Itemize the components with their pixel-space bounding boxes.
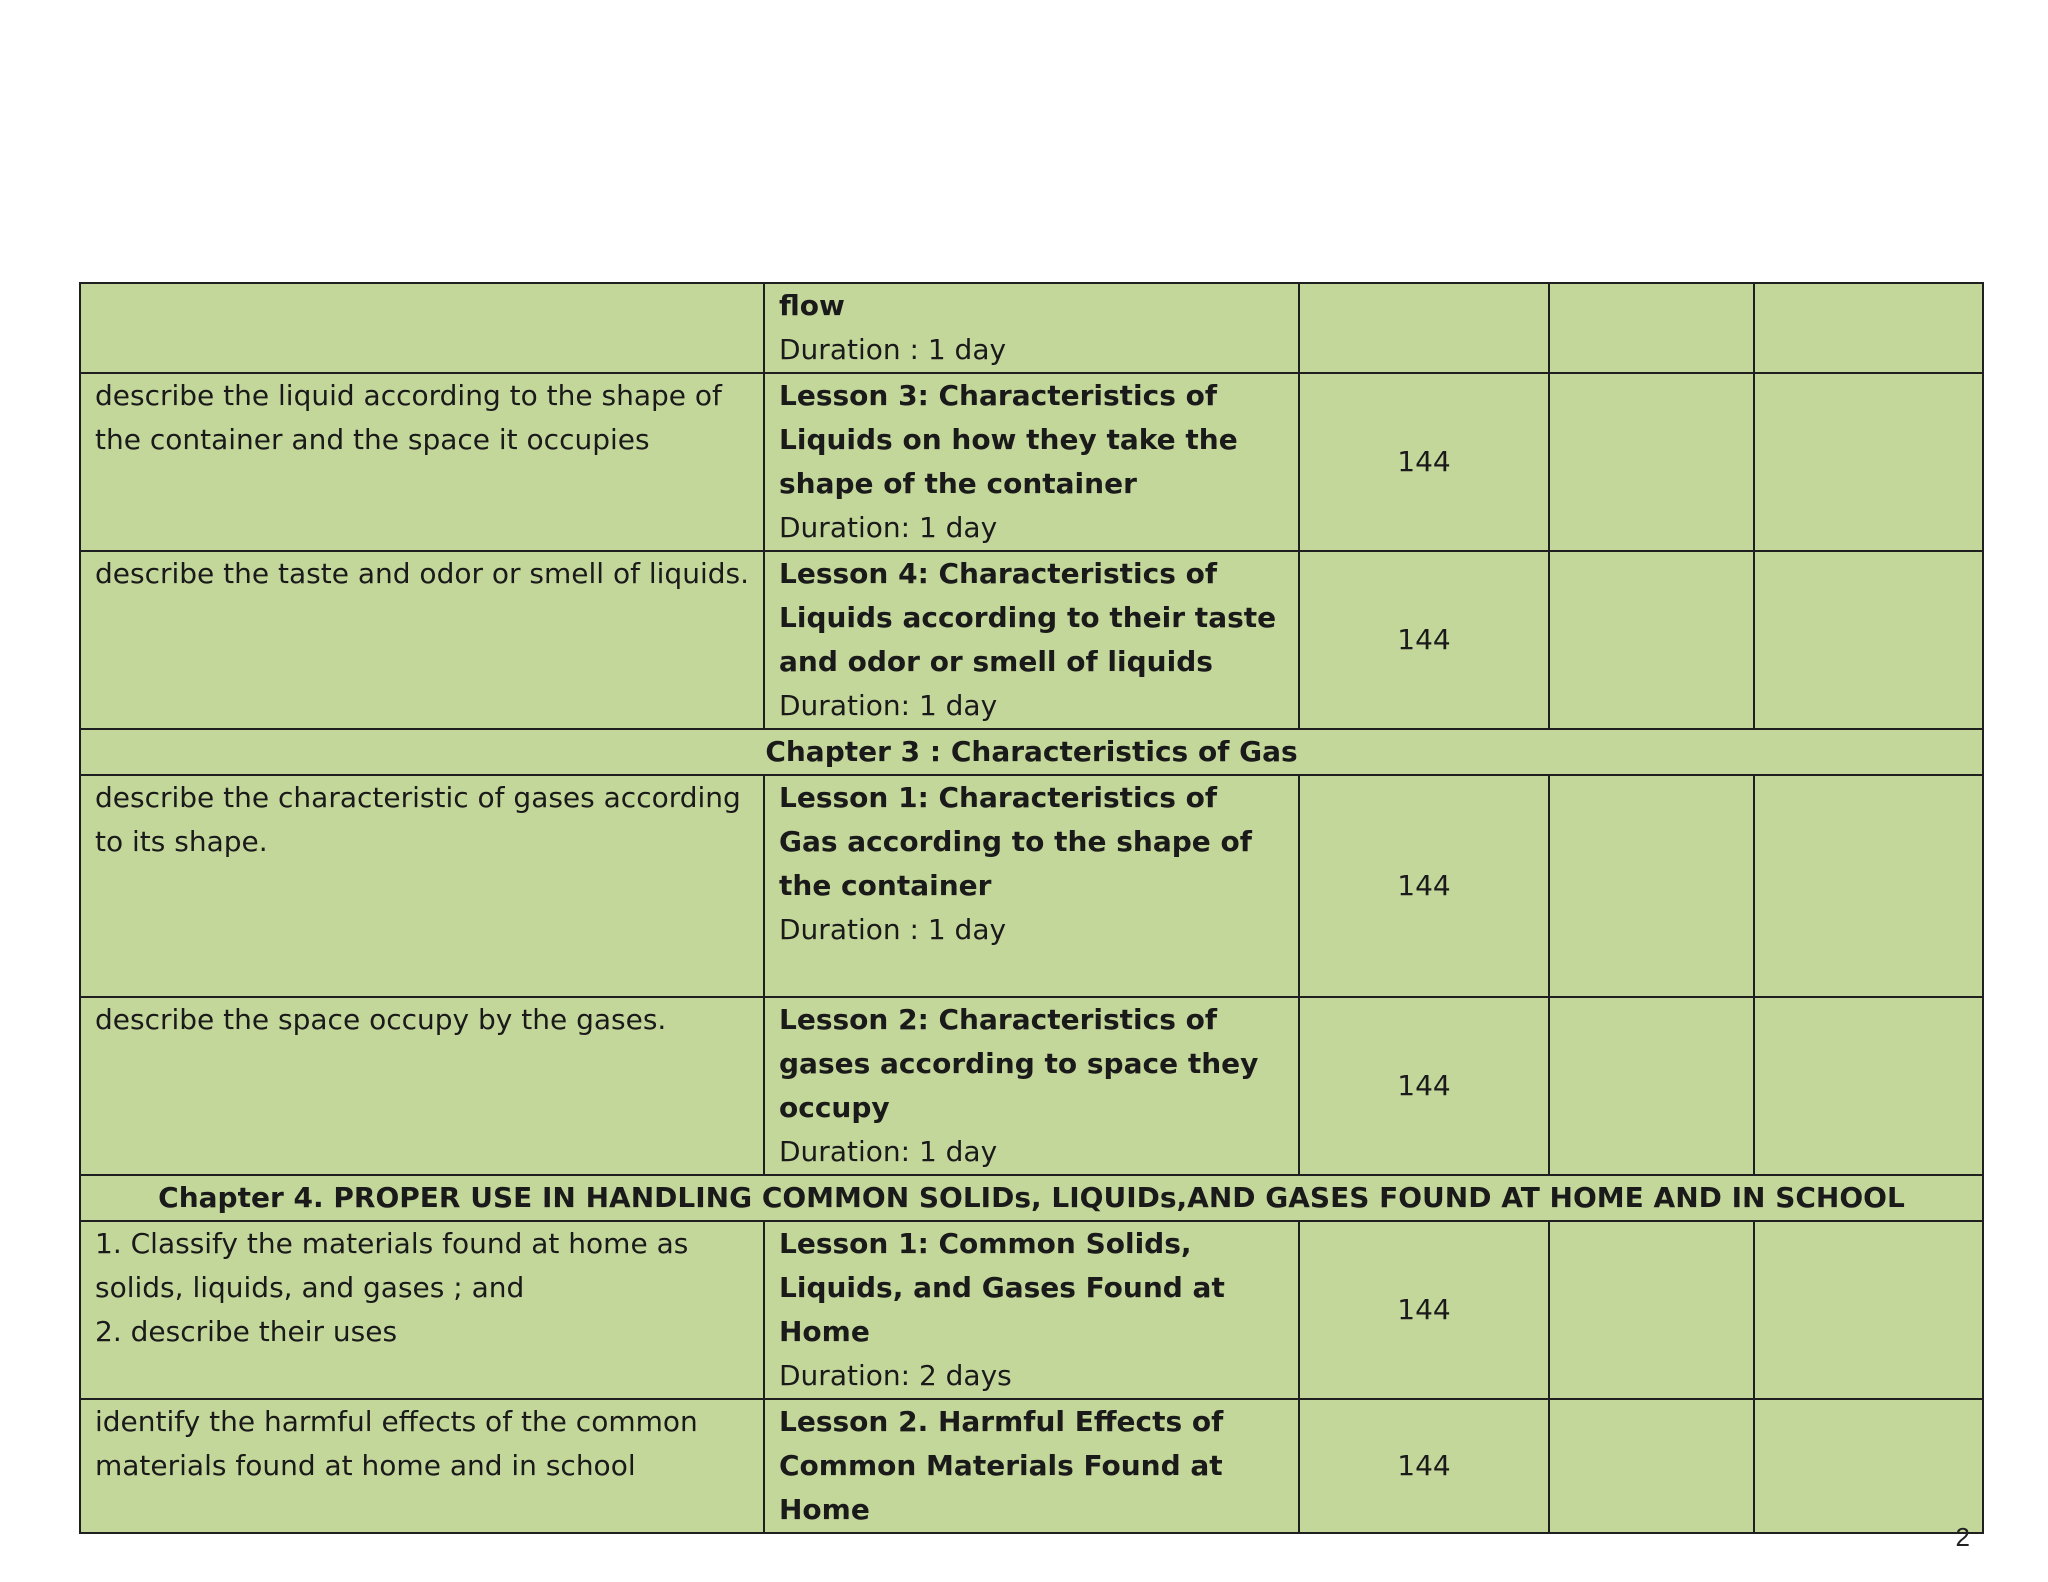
empty-cell <box>1549 1221 1754 1399</box>
lesson-cell <box>764 997 1299 1175</box>
lesson-duration: Duration: 2 days <box>779 1359 1012 1392</box>
page-reference: 144 <box>1397 869 1451 902</box>
empty-cell <box>1754 551 1983 729</box>
empty-cell <box>1549 283 1754 373</box>
lesson-title: Lesson 1: Common Solids, Liquids, and Gases Found at Home <box>779 1227 1225 1348</box>
empty-cell <box>1549 775 1754 997</box>
competency-cell <box>80 775 764 997</box>
empty-cell <box>1549 1399 1754 1533</box>
table-row <box>80 775 1983 997</box>
lesson-cell <box>764 283 1299 373</box>
table-row <box>80 1221 1983 1399</box>
page-reference: 144 <box>1397 1293 1451 1326</box>
page-cell <box>1299 1221 1549 1399</box>
competency-cell <box>80 1221 764 1399</box>
lesson-cell <box>764 373 1299 551</box>
competency-cell <box>80 997 764 1175</box>
chapter-row <box>80 729 1983 775</box>
page-cell <box>1299 1399 1549 1533</box>
table-row <box>80 373 1983 551</box>
page-reference: 144 <box>1397 1069 1451 1102</box>
page-reference: 144 <box>1397 445 1451 478</box>
lesson-duration: Duration: 1 day <box>779 511 998 544</box>
competency-cell <box>80 551 764 729</box>
page-cell <box>1299 775 1549 997</box>
lesson-title: Lesson 2: Characteristics of gases according to space they occupy <box>779 1003 1259 1124</box>
page-number: 2 <box>1955 1522 1970 1552</box>
table-row <box>80 283 1983 373</box>
lesson-title: Lesson 1: Characteristics of Gas according to the shape of the container <box>779 781 1252 902</box>
chapter-heading: Chapter 4. PROPER USE IN HANDLING COMMON SOLIDs, LIQUIDs,AND GASES FOUND AT HOME AND IN SCHOOL <box>80 1175 1983 1221</box>
page-cell <box>1299 373 1549 551</box>
lesson-cell <box>764 551 1299 729</box>
competency-text: describe the characteristic of gases according to its shape. <box>95 781 741 858</box>
page-reference: 144 <box>1397 623 1451 656</box>
chapter-row <box>80 1175 1983 1221</box>
empty-cell <box>1549 551 1754 729</box>
lesson-cell <box>764 1221 1299 1399</box>
page-cell <box>1299 283 1549 373</box>
lesson-duration: Duration : 1 day <box>779 913 1007 946</box>
lesson-title: Lesson 4: Characteristics of Liquids according to their taste and odor or smell of liquids <box>779 557 1277 678</box>
empty-cell <box>1549 373 1754 551</box>
empty-cell <box>1754 373 1983 551</box>
lesson-duration: Duration : 1 day <box>779 333 1007 366</box>
competency-text: identify the harmful effects of the common materials found at home and in school <box>95 1405 698 1482</box>
table-row <box>80 997 1983 1175</box>
competency-cell <box>80 373 764 551</box>
lesson-title: Lesson 2. Harmful Effects of Common Materials Found at Home <box>779 1405 1224 1526</box>
page-cell <box>1299 551 1549 729</box>
empty-cell <box>1754 1221 1983 1399</box>
empty-cell <box>1754 997 1983 1175</box>
empty-cell <box>1754 775 1983 997</box>
lesson-cell <box>764 775 1299 997</box>
page-reference: 144 <box>1397 1449 1451 1482</box>
competency-text: describe the taste and odor or smell of liquids. <box>95 557 749 590</box>
table-row <box>80 1399 1983 1533</box>
chapter-heading: Chapter 3 : Characteristics of Gas <box>80 729 1983 775</box>
empty-cell <box>1549 997 1754 1175</box>
empty-cell <box>1754 283 1983 373</box>
competency-text: 1. Classify the materials found at home as solids, liquids, and gases ; and 2. describe their uses <box>95 1227 689 1348</box>
competency-text: describe the space occupy by the gases. <box>95 1003 667 1036</box>
page-cell <box>1299 997 1549 1175</box>
empty-cell <box>1754 1399 1983 1533</box>
competency-cell <box>80 1399 764 1533</box>
lesson-cell <box>764 1399 1299 1533</box>
lesson-title: flow <box>779 289 845 322</box>
competency-text: describe the liquid according to the shape of the container and the space it occupies <box>95 379 722 456</box>
lesson-title: Lesson 3: Characteristics of Liquids on how they take the shape of the container <box>779 379 1238 500</box>
table-row <box>80 551 1983 729</box>
lesson-duration: Duration: 1 day <box>779 689 998 722</box>
curriculum-table <box>79 282 1984 1534</box>
competency-cell <box>80 283 764 373</box>
lesson-duration: Duration: 1 day <box>779 1135 998 1168</box>
